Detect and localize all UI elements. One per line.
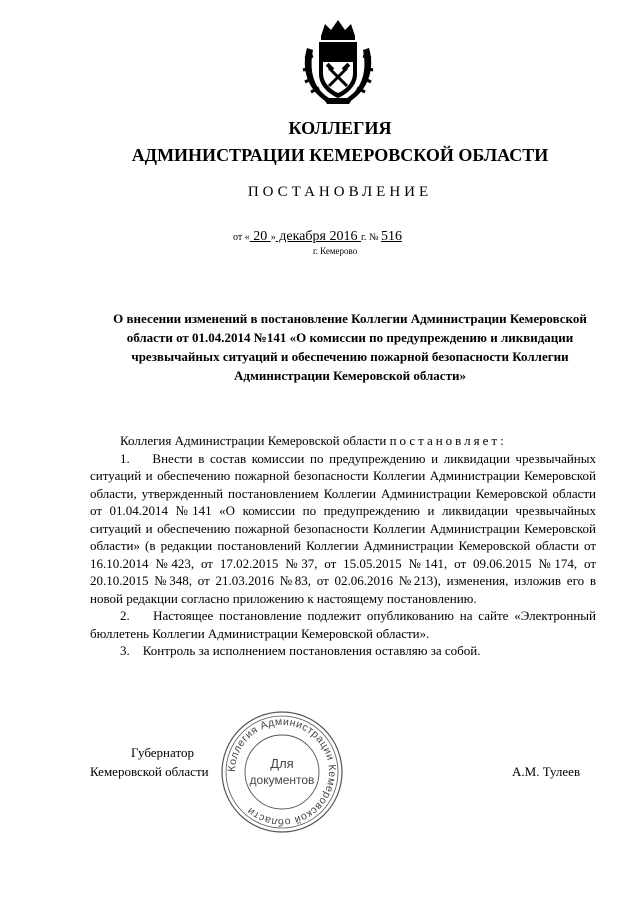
svg-text:Для: Для (270, 756, 294, 771)
date-month-year: декабря 2016 (275, 229, 361, 244)
svg-text:документов: документов (249, 773, 315, 787)
date-prefix: от « (233, 232, 250, 243)
document-type: ПОСТАНОВЛЕНИЕ (247, 184, 433, 200)
document-date-line (233, 229, 402, 245)
date-year-suffix: г. (360, 232, 367, 243)
paragraph-item-2: 2. Настоящее постановление подлежит опубликованию на сайте «Электронный бюллетень Коллегии Администрации Кемеровской области». (90, 608, 596, 641)
signatory-name: А.М. Тулеев (512, 764, 581, 779)
number-label: № (366, 232, 381, 243)
signatory-position-line1: Губернатор (131, 745, 194, 760)
signatory-position-line2: Кемеровской области (90, 764, 209, 779)
paragraph-item-1: 1. Внести в состав комиссии по предупреждению и ликвидации чрезвычайных ситуаций и обеспечению пожарной безопасности Коллегии Администрации Кемеровской области, утвержденный постановлением Коллегии Администрации Кемеровской области от 01.04.2014 №141 «О комиссии по предупреждению и ликвидации чрезвычайных ситуаций и обеспечению пожарной безопасности Коллегии Администрации Кемеровской области» (в редакции постановлений Коллегии Администрации Кемеровской области от 16.10.2014 №423, от 17.02.2015 №37, от 15.05.2015 №141, от 09.06.2015 №174, от 20.10.2015 №348, от 21.03.2016 №83, от 02.06.2016 №213), изменения, изложив его в новой редакции согласно приложению к настоящему постановлению. (90, 450, 596, 606)
document-city: г. Кемерово (313, 246, 358, 256)
document-number: 516 (380, 229, 402, 244)
paragraph-item-3: 3. Контроль за исполнением постановления оставляю за собой. (120, 643, 481, 658)
organization-name-line1: КОЛЛЕГИЯ (288, 118, 392, 138)
lead-verb: постановляет: (389, 433, 507, 448)
organization-name-line2: АДМИНИСТРАЦИИ КЕМЕРОВСКОЙ ОБЛАСТИ (131, 145, 549, 165)
date-mid: » (270, 232, 276, 243)
date-day: 20 (249, 229, 271, 244)
lead-text: Коллегия Администрации Кемеровской области (120, 433, 390, 448)
official-stamp (218, 708, 346, 836)
document-title: О внесении изменений в постановление Коллегии Администрации Кемеровской области от 01.04.2014 №141 «О комиссии по предупреждению и ликвидации чрезвычайных ситуаций и обеспечению пожарной безопасности Коллегии Администрации Кемеровской области» (113, 311, 587, 383)
svg-text:Коллегия Администрации Кемеров: Коллегия Администрации Кемеровской области (225, 715, 339, 829)
lead-paragraph (90, 432, 596, 450)
document-body (90, 432, 596, 660)
coat-of-arms-emblem (299, 18, 377, 106)
